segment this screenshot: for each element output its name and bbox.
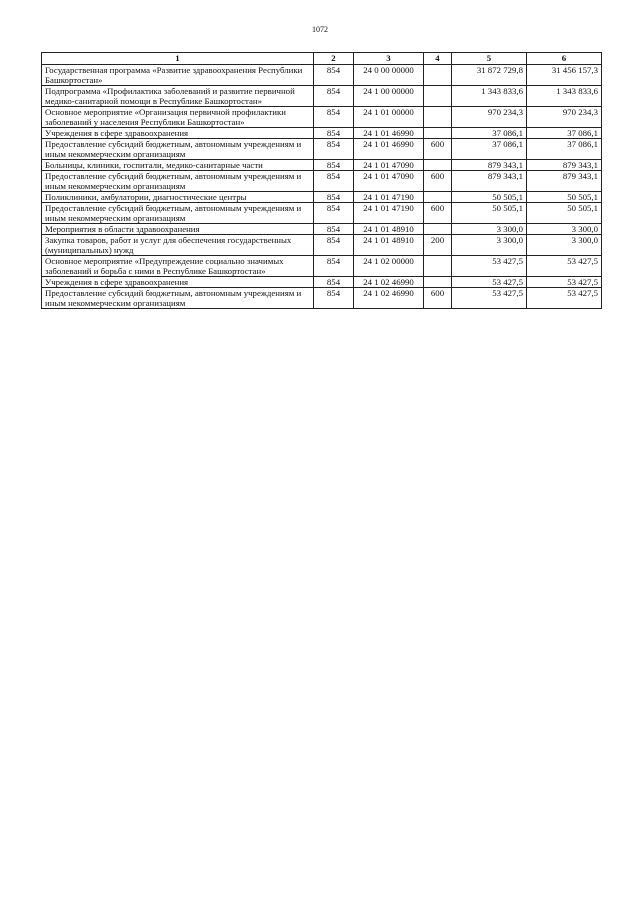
row-amount-cell: 3 300,0: [452, 235, 527, 256]
row-amount-cell: 879 343,1: [452, 160, 527, 171]
row-name-cell: Предоставление субсидий бюджетным, автономным учреждениям и иным некоммерческим организациям: [42, 139, 314, 160]
row-name-cell: Основное мероприятие «Организация первичной профилактики заболеваний у населения Республики Башкортостан»: [42, 107, 314, 128]
row-target-code-cell: 24 1 02 46990: [354, 277, 424, 288]
row-target-code-cell: 24 1 02 00000: [354, 256, 424, 277]
row-expense-type-cell: [424, 160, 452, 171]
row-amount-cell: 879 343,1: [452, 171, 527, 192]
row-amount-cell: 970 234,3: [527, 107, 602, 128]
row-ministry-code-cell: 854: [314, 139, 354, 160]
row-target-code-cell: 24 1 01 47090: [354, 171, 424, 192]
row-amount-cell: 53 427,5: [527, 277, 602, 288]
row-name-cell: Предоставление субсидий бюджетным, автономным учреждениям и иным некоммерческим организациям: [42, 288, 314, 309]
row-amount-cell: 3 300,0: [452, 224, 527, 235]
row-ministry-code-cell: 854: [314, 107, 354, 128]
row-target-code-cell: 24 1 01 00000: [354, 107, 424, 128]
budget-table: [41, 52, 602, 309]
row-ministry-code-cell: 854: [314, 235, 354, 256]
row-ministry-code-cell: 854: [314, 203, 354, 224]
table-row: [42, 277, 602, 288]
row-amount-cell: 37 086,1: [452, 128, 527, 139]
table-row: [42, 171, 602, 192]
row-amount-cell: 53 427,5: [527, 256, 602, 277]
row-expense-type-cell: 600: [424, 139, 452, 160]
row-amount-cell: 37 086,1: [452, 139, 527, 160]
table-row: [42, 256, 602, 277]
table-header: [42, 53, 602, 65]
row-expense-type-cell: [424, 224, 452, 235]
row-target-code-cell: 24 1 01 48910: [354, 235, 424, 256]
table-row: [42, 128, 602, 139]
row-name-cell: Предоставление субсидий бюджетным, автономным учреждениям и иным некоммерческим организациям: [42, 171, 314, 192]
row-target-code-cell: 24 1 01 47190: [354, 203, 424, 224]
table-row: [42, 235, 602, 256]
row-amount-cell: 3 300,0: [527, 235, 602, 256]
table-row: [42, 65, 602, 86]
row-amount-cell: 1 343 833,6: [527, 86, 602, 107]
row-target-code-cell: 24 1 01 47190: [354, 192, 424, 203]
row-name-cell: Учреждения в сфере здравоохранения: [42, 277, 314, 288]
row-ministry-code-cell: 854: [314, 171, 354, 192]
row-expense-type-cell: [424, 107, 452, 128]
row-target-code-cell: 24 1 01 46990: [354, 139, 424, 160]
row-amount-cell: 1 343 833,6: [452, 86, 527, 107]
row-ministry-code-cell: 854: [314, 288, 354, 309]
row-amount-cell: 3 300,0: [527, 224, 602, 235]
row-ministry-code-cell: 854: [314, 192, 354, 203]
row-expense-type-cell: [424, 277, 452, 288]
row-ministry-code-cell: 854: [314, 128, 354, 139]
row-amount-cell: 37 086,1: [527, 139, 602, 160]
column-header-3: 3: [354, 53, 424, 65]
table-row: [42, 107, 602, 128]
row-target-code-cell: 24 0 00 00000: [354, 65, 424, 86]
table-row: [42, 224, 602, 235]
table-row: [42, 192, 602, 203]
row-amount-cell: 53 427,5: [527, 288, 602, 309]
row-amount-cell: 50 505,1: [452, 192, 527, 203]
row-target-code-cell: 24 1 01 48910: [354, 224, 424, 235]
row-amount-cell: 53 427,5: [452, 288, 527, 309]
row-expense-type-cell: 600: [424, 203, 452, 224]
row-amount-cell: 53 427,5: [452, 256, 527, 277]
row-expense-type-cell: [424, 128, 452, 139]
column-header-6: 6: [527, 53, 602, 65]
row-ministry-code-cell: 854: [314, 65, 354, 86]
row-amount-cell: 50 505,1: [452, 203, 527, 224]
table-row: [42, 203, 602, 224]
row-ministry-code-cell: 854: [314, 160, 354, 171]
row-expense-type-cell: 600: [424, 288, 452, 309]
table-row: [42, 288, 602, 309]
row-expense-type-cell: [424, 256, 452, 277]
row-amount-cell: 879 343,1: [527, 171, 602, 192]
row-ministry-code-cell: 854: [314, 277, 354, 288]
row-name-cell: Поликлиники, амбулатории, диагностические центры: [42, 192, 314, 203]
row-expense-type-cell: [424, 65, 452, 86]
header-row: [42, 53, 602, 65]
table-row: [42, 139, 602, 160]
row-name-cell: Учреждения в сфере здравоохранения: [42, 128, 314, 139]
row-name-cell: Основное мероприятие «Предупреждение социально значимых заболеваний и борьба с ними в Республике Башкортостан»: [42, 256, 314, 277]
column-header-5: 5: [452, 53, 527, 65]
row-name-cell: Больницы, клиники, госпитали, медико-санитарные части: [42, 160, 314, 171]
row-target-code-cell: 24 1 01 46990: [354, 128, 424, 139]
row-expense-type-cell: 200: [424, 235, 452, 256]
row-amount-cell: 31 872 729,8: [452, 65, 527, 86]
row-name-cell: Государственная программа «Развитие здравоохранения Республики Башкортостан»: [42, 65, 314, 86]
row-expense-type-cell: [424, 192, 452, 203]
row-name-cell: Мероприятия в области здравоохранения: [42, 224, 314, 235]
row-amount-cell: 50 505,1: [527, 192, 602, 203]
row-ministry-code-cell: 854: [314, 256, 354, 277]
row-expense-type-cell: [424, 86, 452, 107]
row-ministry-code-cell: 854: [314, 86, 354, 107]
row-amount-cell: 31 456 157,3: [527, 65, 602, 86]
row-amount-cell: 970 234,3: [452, 107, 527, 128]
column-header-4: 4: [424, 53, 452, 65]
row-amount-cell: 37 086,1: [527, 128, 602, 139]
row-amount-cell: 879 343,1: [527, 160, 602, 171]
page-number: 1072: [312, 25, 328, 34]
table-body: [42, 65, 602, 309]
table-row: [42, 160, 602, 171]
column-header-1: 1: [42, 53, 314, 65]
row-target-code-cell: 24 1 00 00000: [354, 86, 424, 107]
row-ministry-code-cell: 854: [314, 224, 354, 235]
row-target-code-cell: 24 1 01 47090: [354, 160, 424, 171]
row-amount-cell: 50 505,1: [527, 203, 602, 224]
row-name-cell: Предоставление субсидий бюджетным, автономным учреждениям и иным некоммерческим организациям: [42, 203, 314, 224]
row-expense-type-cell: 600: [424, 171, 452, 192]
row-amount-cell: 53 427,5: [452, 277, 527, 288]
row-name-cell: Подпрограмма «Профилактика заболеваний и развитие первичной медико-санитарной помощи в Республике Башкортостан»: [42, 86, 314, 107]
column-header-2: 2: [314, 53, 354, 65]
row-target-code-cell: 24 1 02 46990: [354, 288, 424, 309]
row-name-cell: Закупка товаров, работ и услуг для обеспечения государственных (муниципальных) нужд: [42, 235, 314, 256]
table-row: [42, 86, 602, 107]
